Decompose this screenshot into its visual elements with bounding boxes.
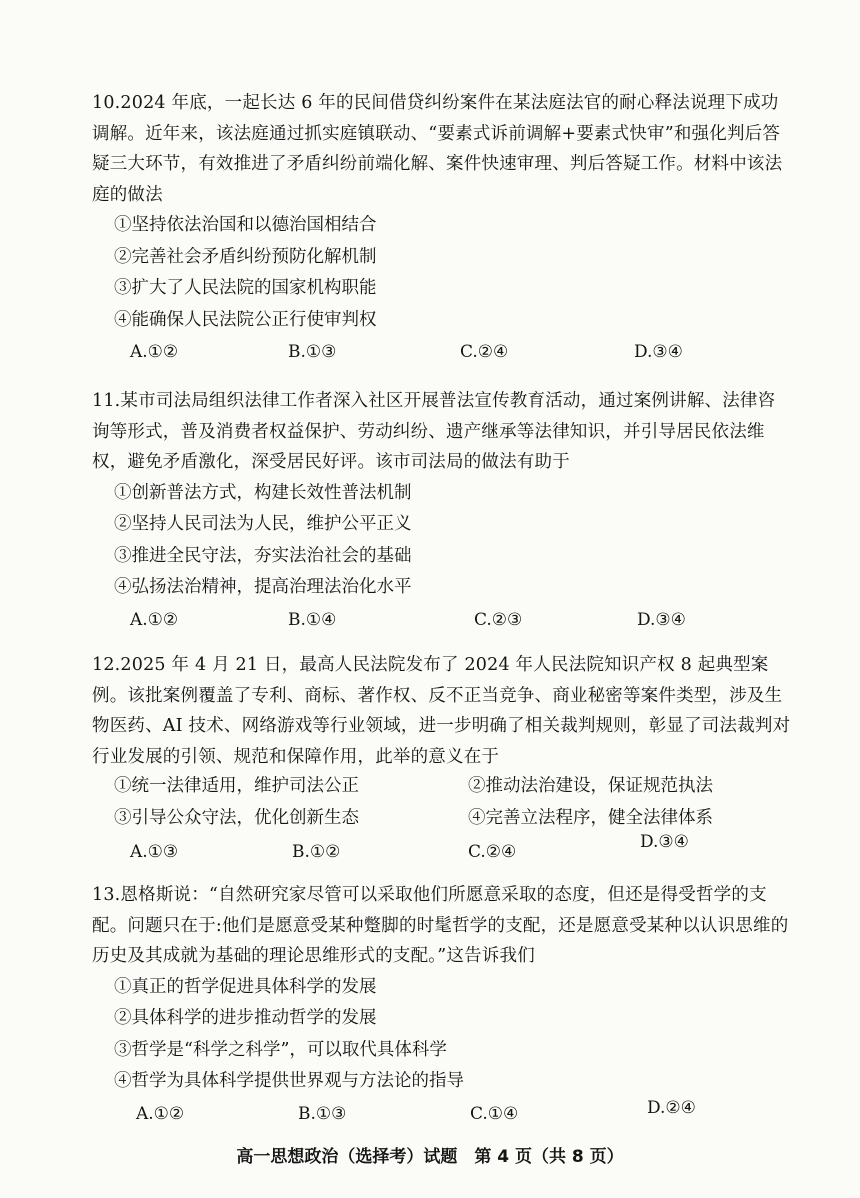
question-13-choice-d: D.②④	[647, 1097, 696, 1118]
question-11-stem: 11.某市司法局组织法律工作者深入社区开展普法宣传教育活动，通过案例讲解、法律咨询等形式，普及消费者权益保护、劳动纠纷、遗产继承等法律知识，并引导居民依法维权，避免矛盾激化，深受居民好评。该市司法局的做法有助于	[92, 391, 776, 472]
question-12-choices	[92, 832, 792, 868]
question-12-options-row-1	[114, 772, 792, 804]
question-12-option-1: ①统一法律适用，维护司法公正	[114, 776, 359, 796]
question-13-option-3: ③哲学是“科学之科学”，可以取代具体科学	[114, 1039, 447, 1060]
question-11	[92, 386, 792, 636]
question-12-choice-a: A.①③	[130, 842, 179, 862]
question-10-option-4: ④能确保人民法院公正行使审判权	[114, 309, 377, 330]
page-footer: 高一思想政治（选择考）试题 第 4 页（共 8 页）	[236, 1147, 624, 1167]
question-10-choices	[92, 336, 792, 368]
question-12-option-4: ④完善立法程序，健全法律体系	[468, 808, 713, 828]
question-10-option-3: ③扩大了人民法院的国家机构职能	[114, 278, 377, 298]
question-10-stem: 10.2024 年底，一起长达 6 年的民间借贷纠纷案件在某法庭法官的耐心释法说理下成功调解。近年来，该法庭通过抓实庭镇联动、“要素式诉前调解+要素式快审”和强化判后答疑三大环节，有效推进了矛盾纠纷前端化解、案件快速审理、判后答疑工作。材料中该法庭的做法	[92, 93, 783, 205]
question-13-choices	[92, 1098, 792, 1130]
question-11-choices	[92, 604, 792, 636]
question-12-choice-c: C.②④	[468, 842, 517, 862]
question-11-choice-d: D.③④	[637, 609, 686, 630]
question-13-choice-c: C.①④	[470, 1103, 519, 1124]
question-12	[92, 650, 792, 868]
question-12-choice-d: D.③④	[640, 832, 689, 852]
question-11-choice-c: C.②③	[474, 609, 523, 630]
question-11-option-2: ②坚持人民司法为人民，维护公平正义	[114, 514, 412, 534]
question-10-option-1: ①坚持依法治国和以德治国相结合	[114, 215, 377, 235]
question-13-option-2: ②具体科学的进步推动哲学的发展	[114, 1008, 377, 1028]
question-13-option-4: ④哲学为具体科学提供世界观与方法论的指导	[114, 1071, 464, 1091]
question-12-option-3: ③引导公众守法，优化创新生态	[114, 808, 359, 828]
question-10-choice-c: C.②④	[460, 342, 509, 362]
question-10-choice-d: D.③④	[634, 342, 683, 362]
question-10-option-2: ②完善社会矛盾纠纷预防化解机制	[114, 246, 377, 267]
question-11-option-3: ③推进全民守法，夯实法治社会的基础	[114, 545, 412, 566]
question-13-option-1: ①真正的哲学促进具体科学的发展	[114, 976, 377, 997]
question-13-choice-a: A.①②	[136, 1103, 185, 1124]
question-10-choice-b: B.①③	[288, 342, 337, 362]
question-13	[92, 880, 792, 1130]
question-12-option-2: ②推动法治建设，保证规范执法	[468, 776, 713, 796]
question-10	[92, 88, 792, 368]
question-12-options-row-2	[114, 804, 792, 836]
question-11-choice-b: B.①④	[288, 609, 337, 630]
question-12-choice-b: B.①②	[292, 842, 341, 862]
question-11-choice-a: A.①②	[130, 609, 179, 630]
question-11-option-1: ①创新普法方式，构建长效性普法机制	[114, 482, 412, 503]
question-13-choice-b: B.①③	[298, 1103, 347, 1124]
question-12-stem: 12.2025 年 4 月 21 日，最高人民法院发布了 2024 年人民法院知识产权 8 起典型案例。该批案例覆盖了专利、商标、著作权、反不正当竞争、商业秘密等案件类型，涉及生物医药、AI 技术、网络游戏等行业领域，进一步明确了相关裁判规则，彰显了司法裁判对行业发展的引领、规范和保障作用，此举的意义在于	[92, 655, 791, 767]
question-13-stem: 13.恩格斯说：“自然研究家尽管可以采取他们所愿意采取的态度，但还是得受哲学的支配。问题只在于:他们是愿意受某种蹩脚的时髦哲学的支配，还是愿意受某种以认识思维的历史及其成就为基础的理论思维形式的支配。”这告诉我们	[92, 885, 789, 966]
question-10-choice-a: A.①②	[130, 342, 179, 362]
question-11-option-4: ④弘扬法治精神，提高治理法治化水平	[114, 577, 412, 597]
